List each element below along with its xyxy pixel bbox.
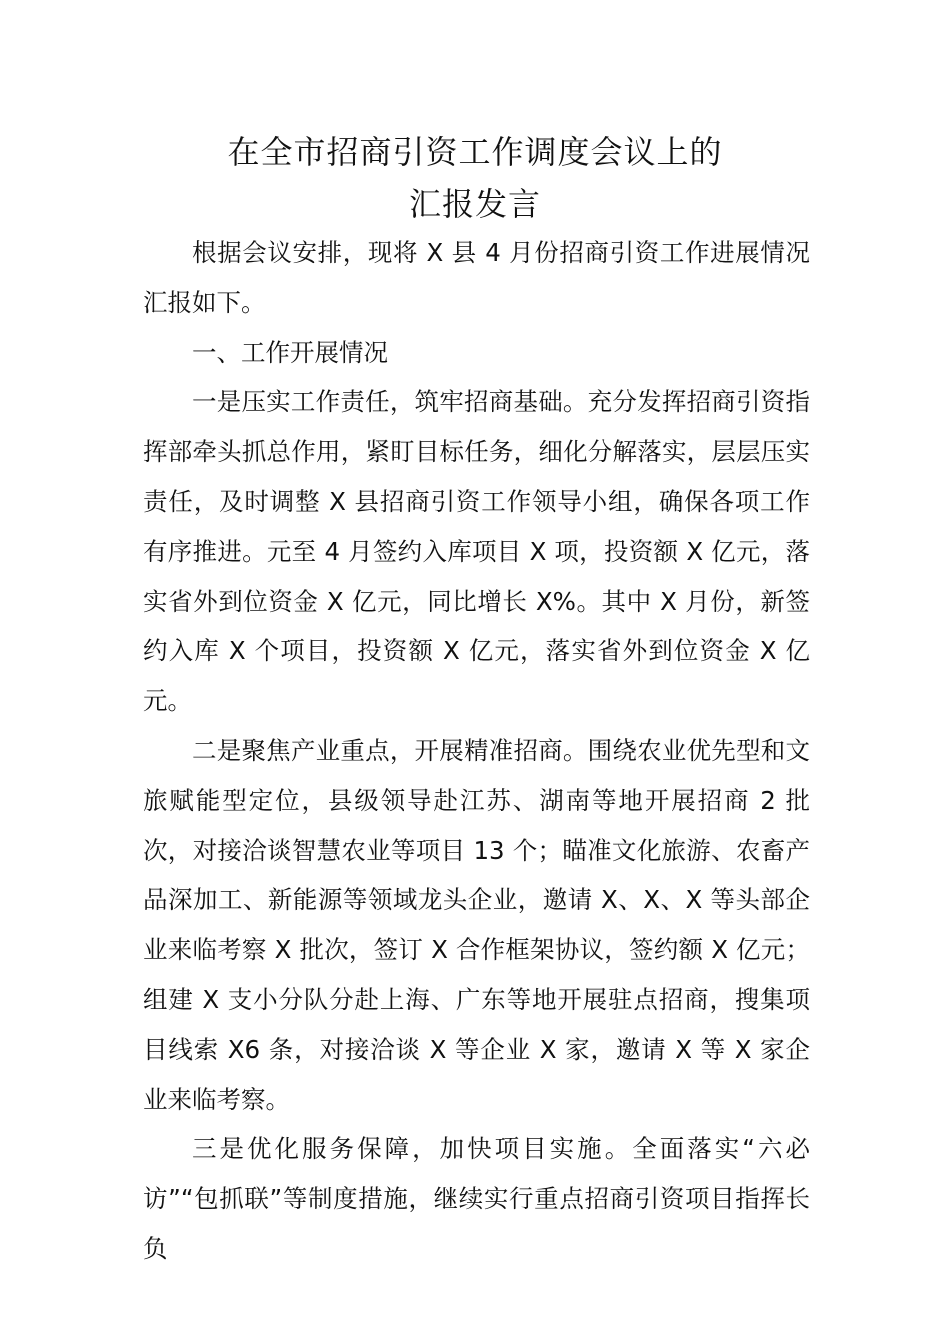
intro-paragraph: 根据会议安排，现将 X 县 4 月份招商引资工作进展情况汇报如下。 bbox=[143, 238, 810, 317]
section-heading: 一、工作开展情况 bbox=[192, 337, 388, 367]
document-body bbox=[143, 228, 810, 1274]
body-paragraph: 三是优化服务保障，加快项目实施。全面落实“六必访”“包抓联”等制度措施，继续实行重点招商引资项目指挥长负 bbox=[143, 1134, 810, 1263]
document-title-line-1: 在全市招商引资工作调度会议上的 bbox=[227, 133, 723, 171]
body-paragraph: 一是压实工作责任，筑牢招商基础。充分发挥招商引资指挥部牵头抓总作用，紧盯目标任务，细化分解落实，层层压实责任，及时调整 X 县招商引资工作领导小组，确保各项工作有序推进。元至 4 月签约入库项目 X 项，投资额 X 亿元，落实省外到位资金 X 亿元，同比增长 X%。其中 X 月份，新签约入库 X 个项目，投资额 X 亿元，落实省外到位资金 X 亿元。 bbox=[143, 387, 810, 716]
body-paragraph: 二是聚焦产业重点，开展精准招商。围绕农业优先型和文旅赋能型定位，县级领导赴江苏、湖南等地开展招商 2 批次，对接洽谈智慧农业等项目 13 个；瞄准文化旅游、农畜产品深加工、新能源等领域龙头企业，邀请 X、X、X 等头部企业来临考察 X 批次，签订 X 合作框架协议，签约额 X 亿元；组建 X 支小分队分赴上海、广东等地开展驻点招商，搜集项目线索 X6 条，对接洽谈 X 等企业 X 家，邀请 X 等 X 家企业来临考察。 bbox=[143, 735, 810, 1114]
document-title-line-2: 汇报发言 bbox=[408, 185, 541, 223]
